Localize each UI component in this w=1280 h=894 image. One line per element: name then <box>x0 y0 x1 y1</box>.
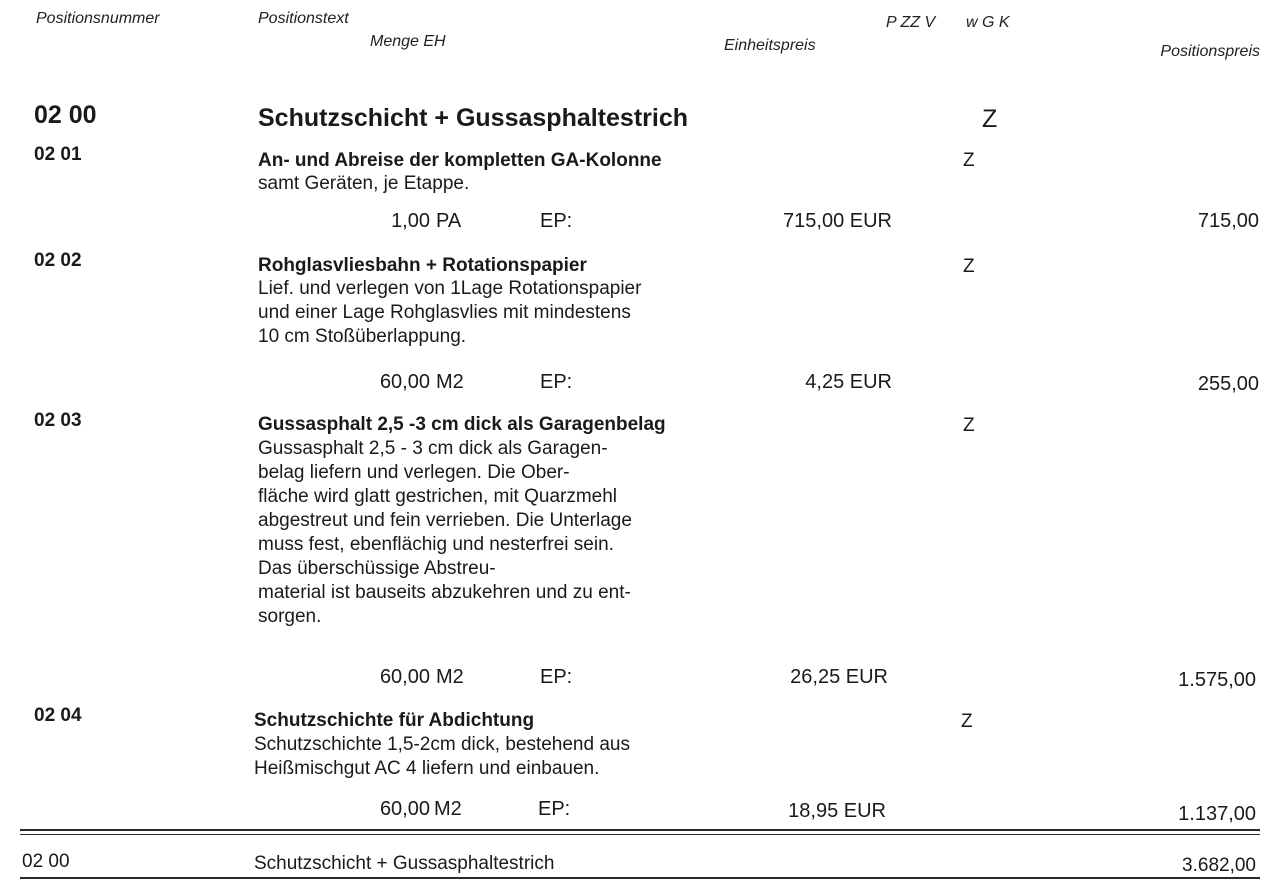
position-number: 02 04 <box>34 705 82 726</box>
position-title: Schutzschichte für Abdichtung <box>254 710 535 731</box>
total-separator-thin <box>20 834 1260 835</box>
header-positionsnummer: Positionsnummer <box>36 10 160 27</box>
position-eh: M2 <box>434 798 462 820</box>
position-ep-label: EP: <box>540 210 573 232</box>
header-positionspreis: Positionspreis <box>1160 43 1260 60</box>
description-line: abgestreut und fein verrieben. Die Unterlage <box>258 510 632 531</box>
position-einheitspreis: 18,95 EUR <box>788 800 886 822</box>
description-line: Gussasphalt 2,5 - 3 cm dick als Garagen- <box>258 438 608 459</box>
section-number: 02 00 <box>34 101 97 129</box>
description-line: Das überschüssige Abstreu- <box>258 558 496 579</box>
header-wgk: w G K <box>966 14 1010 31</box>
position-title: An- und Abreise der kompletten GA-Kolonne <box>258 150 662 171</box>
description-line: 10 cm Stoßüberlappung. <box>258 326 467 347</box>
header-einheitspreis: Einheitspreis <box>724 37 816 54</box>
position-eh: PA <box>436 210 462 232</box>
position-positionspreis: 1.137,00 <box>1178 803 1256 825</box>
description-line: samt Geräten, je Etappe. <box>258 173 470 194</box>
total-separator-bottom <box>20 877 1260 879</box>
total-number: 02 00 <box>22 851 70 872</box>
position-mark: Z <box>963 150 975 171</box>
description-line: belag liefern und verlegen. Die Ober- <box>258 462 570 483</box>
position-menge: 60,00 <box>379 798 430 820</box>
position-ep-label: EP: <box>538 798 571 820</box>
header-menge-eh: Menge EH <box>370 33 446 50</box>
position-mark: Z <box>963 415 975 436</box>
total-amount: 3.682,00 <box>1182 855 1256 876</box>
position-ep-label: EP: <box>540 371 573 393</box>
position-positionspreis: 1.575,00 <box>1178 669 1256 691</box>
position-description <box>258 172 469 196</box>
position-description <box>258 437 632 629</box>
section-mark: Z <box>982 105 998 133</box>
position-einheitspreis: 26,25 EUR <box>790 666 888 688</box>
description-line: fläche wird glatt gestrichen, mit Quarzmehl <box>258 486 618 507</box>
position-positionspreis: 255,00 <box>1197 373 1259 395</box>
description-line: muss fest, ebenflächig und nesterfrei sein. <box>258 534 614 555</box>
position-number: 02 02 <box>34 250 82 271</box>
position-ep-label: EP: <box>540 666 573 688</box>
position-eh: M2 <box>436 371 464 393</box>
section-title: Schutzschicht + Gussasphaltestrich <box>258 104 688 132</box>
description-line: material ist bauseits abzukehren und zu ent- <box>258 582 631 603</box>
description-line: sorgen. <box>258 606 322 627</box>
position-eh: M2 <box>436 666 464 688</box>
total-title: Schutzschicht + Gussasphaltestrich <box>254 853 555 874</box>
position-number: 02 01 <box>34 144 82 165</box>
position-description <box>254 733 630 781</box>
header-pzzv: P ZZ V <box>886 14 936 31</box>
position-description <box>258 277 641 349</box>
description-line: Schutzschichte 1,5-2cm dick, bestehend aus <box>254 734 630 755</box>
header-positionstext: Positionstext <box>258 10 349 27</box>
position-menge: 1,00 <box>391 210 430 232</box>
description-line: Heißmischgut AC 4 liefern und einbauen. <box>254 758 600 779</box>
position-title: Gussasphalt 2,5 -3 cm dick als Garagenbelag <box>258 414 666 435</box>
position-number: 02 03 <box>34 410 82 431</box>
description-line: Lief. und verlegen von 1Lage Rotationspapier <box>258 278 642 299</box>
total-separator-top <box>20 829 1260 831</box>
position-menge: 60,00 <box>379 371 430 393</box>
description-line: und einer Lage Rohglasvlies mit mindestens <box>258 302 631 323</box>
position-mark: Z <box>963 256 975 277</box>
position-einheitspreis: 4,25 EUR <box>805 371 892 393</box>
position-mark: Z <box>961 711 973 732</box>
position-einheitspreis: 715,00 EUR <box>783 210 892 232</box>
position-title: Rohglasvliesbahn + Rotationspapier <box>258 255 587 276</box>
position-positionspreis: 715,00 <box>1197 210 1259 232</box>
position-menge: 60,00 <box>379 666 430 688</box>
